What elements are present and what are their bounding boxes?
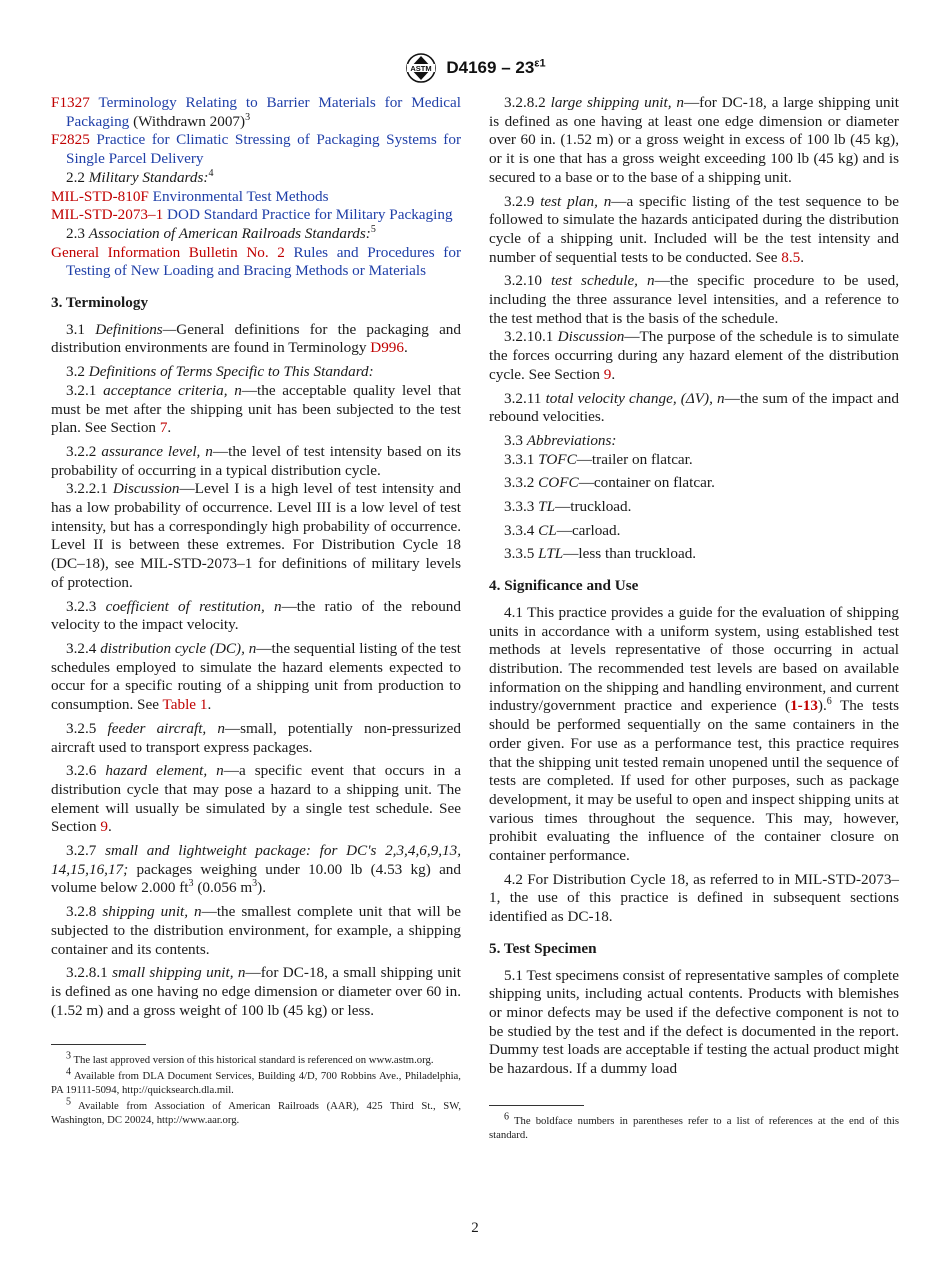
paragraph-3-2: 3.2 Definitions of Terms Specific to This Standard: — [66, 363, 374, 381]
section-2-2: 2.2 Military Standards:$^4$ — [66, 167, 214, 186]
link-section-9[interactable]: 9 — [603, 365, 612, 383]
section-heading-significance: 4. Significance and Use — [489, 577, 639, 595]
paragraph-3-2-3: 3.2.3 coefficient of restitution, n—the ratio of the rebound velocity to the impact velocity. — [51, 597, 461, 634]
paragraph-3-2-7: 3.2.7 small and lightweight package: for DC's 2,3,4,6,9,13, 14,15,16,17; packages weighing under 10.00 lb (4.53 kg) and volume below 2.000 $ft^3$ (0.056 $m^3$). — [51, 842, 462, 897]
svg-text:ASTM: ASTM — [410, 64, 432, 73]
paragraph-3-2-11: 3.2.11 total velocity change, (ΔV), n—the sum of the impact and rebound velocities. — [489, 389, 899, 426]
section-heading-test-specimen: 5. Test Specimen — [489, 939, 597, 957]
paragraph-3-2-8-2: 3.2.8.2 large shipping unit, n—for DC-18, a large shipping unit is defined as one having at least one edge dimension or diameter over 60 in. (1.52 m) or a gross weight in excess of 100 lb (45 kg), or it is one that has a gross weight exceeding 100 lb (45 kg) and is secured to a base or to the base of a shipping unit. — [489, 94, 899, 186]
paragraph-3-1: 3.1 Definitions—General definitions for the packaging and distribution environments are found in Terminology D996. — [51, 320, 461, 357]
paragraph-4-2: 4.2 For Distribution Cycle 18, as referred to in MIL-STD-2073–1, the use of this practice is defined in subsequent sections identified as DC-18. — [489, 870, 900, 926]
paragraph-3-3-2: 3.3.2 COFC—container on flatcar. — [504, 474, 715, 492]
paragraph-3-2-2: 3.2.2 assurance level, n—the level of test intensity based on its probability of occurring in a typical distribution cycle. — [51, 442, 462, 479]
ref-code[interactable]: F1327 — [51, 94, 90, 111]
paragraph-3-2-1: 3.2.1 acceptance criteria, n—the acceptable quality level that must be met after the shipping unit has been subjected to the test plan. See Section 7. — [51, 381, 461, 437]
right-column — [489, 94, 899, 1142]
footnote-4: $^4$ Available from DLA Document Services, Building 4/D, 700 Robbins Ave., Philadelphia, PA 19111-5094, http://quicksearch.dla.mil. — [51, 1066, 461, 1097]
footnote-divider — [489, 1105, 584, 1106]
ref-code[interactable]: MIL-STD-810F — [51, 187, 149, 205]
paragraph-3-3-1: 3.3.1 TOFC—trailer on flatcar. — [504, 450, 693, 468]
page-header — [0, 52, 950, 84]
reference-f2825 — [51, 131, 461, 168]
footnote-6: $^6$ The boldface numbers in parentheses refer to a list of references at the end of this standard. — [489, 1111, 900, 1141]
paragraph-3-2-10-1: 3.2.10.1 Discussion—The purpose of the schedule is to simulate the forces occurring during any hazard element of the distribution cycle. See Section 9. — [489, 328, 900, 383]
paragraph-3-2-8: 3.2.8 shipping unit, n—the smallest complete unit that will be subjected to the distribution environment, for example, a shipping container and its contents. — [51, 903, 462, 958]
reference-mil-std-2073 — [51, 206, 461, 225]
ref-title[interactable]: Rules and Procedures for Testing of New Loading and Bracing Methods or Materials — [66, 243, 462, 280]
paragraph-3-3: 3.3 Abbreviations: — [504, 431, 617, 449]
paragraph-3-2-4: 3.2.4 distribution cycle (DC), n—the sequential listing of the test schedules employed to simulate the hazard elements expected to occur for a specific routing of a shipping unit from production to consumption. See Table 1. — [51, 639, 461, 714]
reference-f1327: F1327 Terminology Relating to Barrier Materials for Medical Packaging (Withdrawn 2007)$^3$ — [51, 94, 461, 130]
left-column — [51, 94, 461, 1127]
section-heading-terminology: 3. Terminology — [51, 294, 149, 312]
paragraph-3-2-2-1: 3.2.2.1 Discussion—Level I is a high level of test intensity and has a low probability of occurrence. Level III is a low level of test intensity, but has a correspondingly high probability of occurrence. Level II is between these extremes. For Distribution Cycle 18 (DC–18), see MIL-STD-2073–1 for definitions of military levels of protection. — [51, 480, 462, 591]
ref-title[interactable]: DOD Standard Practice for Military Packaging — [167, 206, 453, 224]
link-section-9[interactable]: 9 — [100, 818, 108, 836]
astm-logo-icon — [404, 53, 438, 83]
paragraph-5-1: 5.1 Test specimens consist of representative samples of complete shipping units, including actual contents. Products with blemishes or minor defects may be used if the defective component is not to be studied by the test and if the defect is documented in the report. Dummy test loads are acceptable if testing the actual product might be hazardous. If a dummy load — [489, 966, 899, 1078]
paragraph-3-2-5: 3.2.5 feeder aircraft, n—small, potentially non-pressurized aircraft used to transport express packages. — [51, 719, 462, 756]
footnote-5: $^5$ Available from Association of American Railroads (AAR), 425 Third St., SW, Washington, DC 20024, http://www.aar.org. — [51, 1096, 461, 1127]
standard-designation: $D4169 - 23^{\varepsilon 1}$ — [446, 57, 546, 77]
paragraph-3-2-6: 3.2.6 hazard element, n—a specific event that occurs in a distribution cycle that may pose a hazard to a shipping unit. The element will usually be simulated by a single test schedule. See Section 9. — [51, 762, 461, 836]
link-8-5[interactable]: 8.5 — [781, 248, 801, 266]
paragraph-3-3-3: 3.3.3 TL—truckload. — [504, 498, 632, 516]
link-references-1-13[interactable]: 1-13 — [790, 697, 818, 715]
paragraph-3-3-5: 3.3.5 LTL—less than truckload. — [504, 545, 697, 563]
footnote-3: $^3$ The last approved version of this historical standard is referenced on www.astm.org. — [66, 1050, 434, 1067]
ref-code[interactable]: MIL-STD-2073–1 — [51, 206, 164, 224]
section-2-3: 2.3 Association of American Railroads Standards:$^5$ — [66, 223, 376, 242]
ref-code[interactable]: General Information Bulletin No. 2 — [51, 243, 285, 261]
link-section-7[interactable]: 7 — [159, 419, 168, 437]
reference-mil-std-810f — [51, 188, 461, 207]
ref-title[interactable]: Practice for Climatic Stressing of Packaging Systems for Single Parcel Delivery — [66, 131, 462, 168]
page-number: 2 — [471, 1220, 479, 1236]
ref-title[interactable]: Terminology Relating to Barrier Materials for Medical Packaging — [66, 94, 461, 130]
link-table-1[interactable]: Table 1 — [162, 696, 208, 714]
paragraph-3-2-8-1: 3.2.8.1 small shipping unit, n—for DC-18, a small shipping unit is defined as one having no edge dimension or diameter over 60 in. (1.52 m) and a gross weight of 100 lb (45 kg) or less. — [51, 964, 461, 1019]
ref-code[interactable]: F2825 — [51, 131, 90, 149]
paragraph-3-2-9: 3.2.9 test plan, n—a specific listing of the test sequence to be followed to simulate the hazards anticipated during the distribution cycle of a shipping unit. Included will be the test intensity and number of sequential tests to be conducted. See 8.5. — [489, 192, 900, 266]
footnote-divider — [51, 1044, 146, 1045]
paragraph-3-2-10: 3.2.10 test schedule, n—the specific procedure to be used, including the three assurance level intensities, and a reference to the test method that is the basis of the schedule. — [489, 272, 900, 327]
ref-title[interactable]: Environmental Test Methods — [152, 187, 329, 205]
paragraph-4-1: 4.1 This practice provides a guide for the evaluation of shipping units in accordance with a uniform system, using established test methods at levels representative of those occurring in actual distribution. The recommended test levels are based on available information on the shipping and handling environment, and current industry/government practice and experience (1-13).$^6$ The tests should be performed sequentially on the same containers in the order given. For use as a performance test, this practice requires that the shipping unit tested remain unopened until the sequence of tests are completed. If used for other purposes, such as package development, it may be useful to open and inspect shipping units at various times throughout the sequence. This may, however, prohibit evaluating the influence of the container closure on container performance. — [489, 603, 899, 865]
paragraph-3-3-4: 3.3.4 CL—carload. — [504, 521, 621, 539]
reference-aar-bulletin — [51, 244, 461, 281]
link-d996[interactable]: D996 — [370, 339, 404, 357]
